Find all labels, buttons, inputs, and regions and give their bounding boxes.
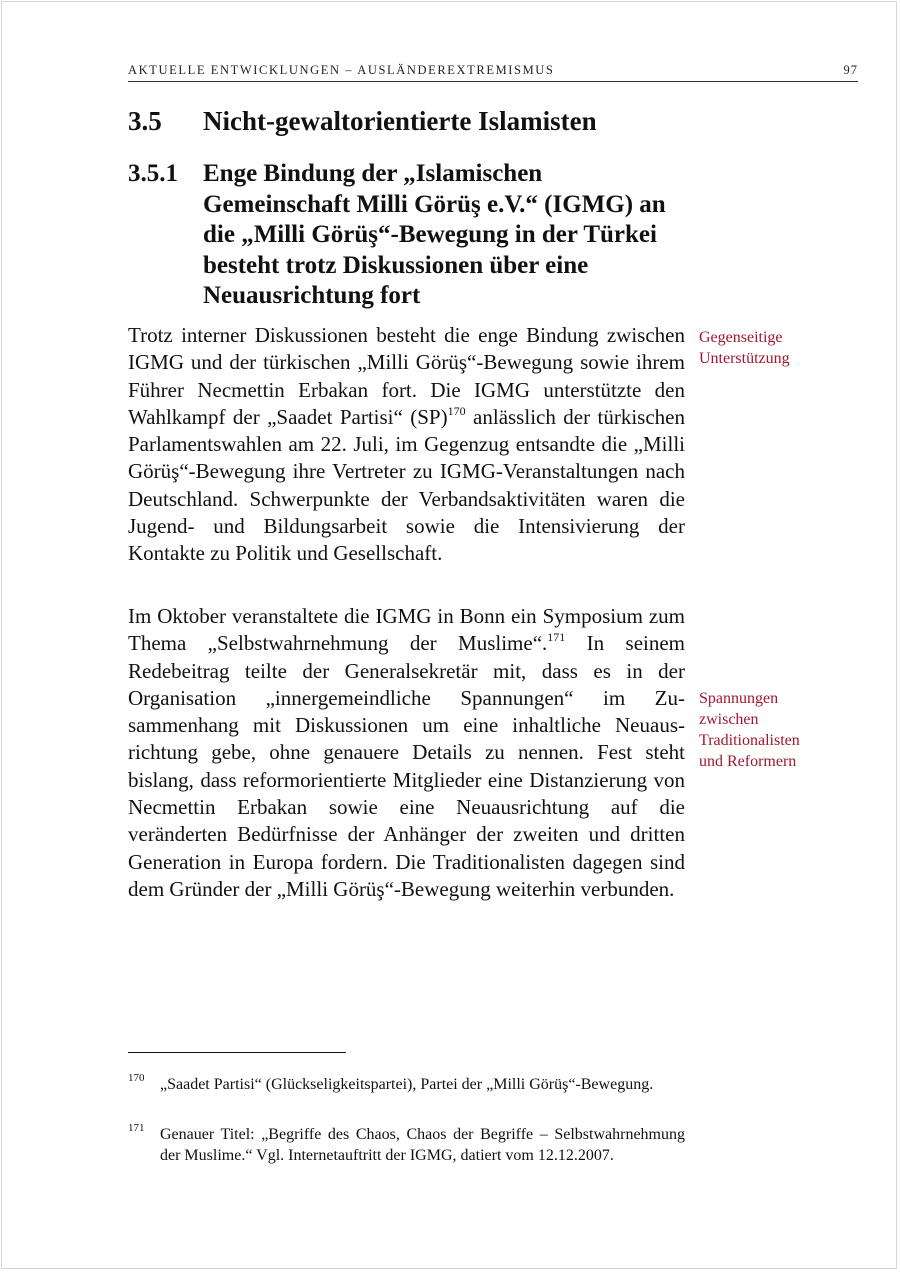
running-head xyxy=(128,63,858,82)
margin-note-line: zwischen xyxy=(699,711,759,728)
running-head-title: AKTUELLE ENTWICKLUNGEN – AUSLÄNDEREXTREMISMUS xyxy=(128,63,555,77)
section-number: 3.5 xyxy=(128,106,162,136)
page-number: 97 xyxy=(843,63,858,77)
subsection-title: Enge Bindung der „Islamischen Gemeinschaft Milli Görüş e.V.“ (IGMG) an die „Milli Görüş“-Bewegung in der Türkei besteht trotz Diskussionen über eine Neuausrichtung fort xyxy=(203,160,666,309)
footnote-separator xyxy=(128,1052,346,1053)
footnote xyxy=(128,1124,685,1166)
body-paragraph xyxy=(128,322,685,568)
section-title: Nicht-gewaltorientierte Islamisten xyxy=(203,106,597,136)
margin-note xyxy=(699,327,869,369)
footnote-number: 171 xyxy=(128,1122,145,1134)
paragraph-text: Trotz interner Diskussionen besteht die enge Bindung zwischen IGMG und der türkischen „Milli Görüş“-Bewegung sowie ihrem Führer Necmettin Erbakan fort. Die IGMG unterstützte den Wahlkampf der „Saadet Partisi“ (SP) xyxy=(128,323,685,429)
footnote-reference[interactable]: 171 xyxy=(547,630,566,645)
margin-note-line: und Reformern xyxy=(699,753,797,770)
margin-note-line: Traditionalisten xyxy=(699,732,800,749)
paragraph-text: anlässlich der türkischen Parlamentswahlen am 22. Juli, im Gegenzug entsandte die „Milli Görüş“-Bewegung ihre Vertreter zu IGMG-Veranstaltungen nach Deutschland. Schwerpunkte der Verbandsaktivitäten waren die Jugend- und Bildungsarbeit sowie die Intensivierung der Kontakte zu Politik und Gesellschaft. xyxy=(128,404,685,566)
paragraph-text: In seinem Redebeitrag teilte der Generalsekretär mit, dass es in der Organisation „innergemeindliche Spannungen“ im Zusammenhang mit Diskussionen um eine inhaltliche Neuausrichtung gebe, ohne genauere Details zu nennen. Fest steht bislang, dass reformorientierte Mitglieder eine Distanzierung von Necmettin Erbakan sowie eine Neuausrichtung auf die veränderten Bedürfnisse der Anhänger der zweiten und dritten Generation in Europa fordern. Die Traditionalisten dagegen sind dem Gründer der „Milli Görüş“-Bewegung weiterhin verbunden. xyxy=(128,631,686,901)
footnote xyxy=(128,1074,685,1095)
margin-note-line: Gegenseitige xyxy=(699,329,783,346)
footnote-text: „Saadet Partisi“ (Glückseligkeitspartei), Partei der „Milli Görüş“-Bewegung. xyxy=(160,1076,654,1093)
footnote-number: 170 xyxy=(128,1072,145,1084)
margin-note xyxy=(699,688,869,772)
margin-note-line: Spannungen xyxy=(699,690,779,707)
footnote-text: Genauer Titel: „Begriffe des Chaos, Chaos der Begriffe – Selbstwahrnehmung der Muslime.“ Vgl. Internetauftritt der IGMG, datiert vom 12.12.2007. xyxy=(160,1126,685,1164)
subsection-number: 3.5.1 xyxy=(128,160,178,187)
margin-note-line: Unterstützung xyxy=(699,350,790,367)
footnote-reference[interactable]: 170 xyxy=(447,403,466,418)
paragraph-text: Im Oktober veranstaltete die IGMG in Bonn ein Symposium zum Thema „Selbstwahrnehmung der Muslime“. xyxy=(128,604,685,656)
body-paragraph xyxy=(128,603,685,903)
